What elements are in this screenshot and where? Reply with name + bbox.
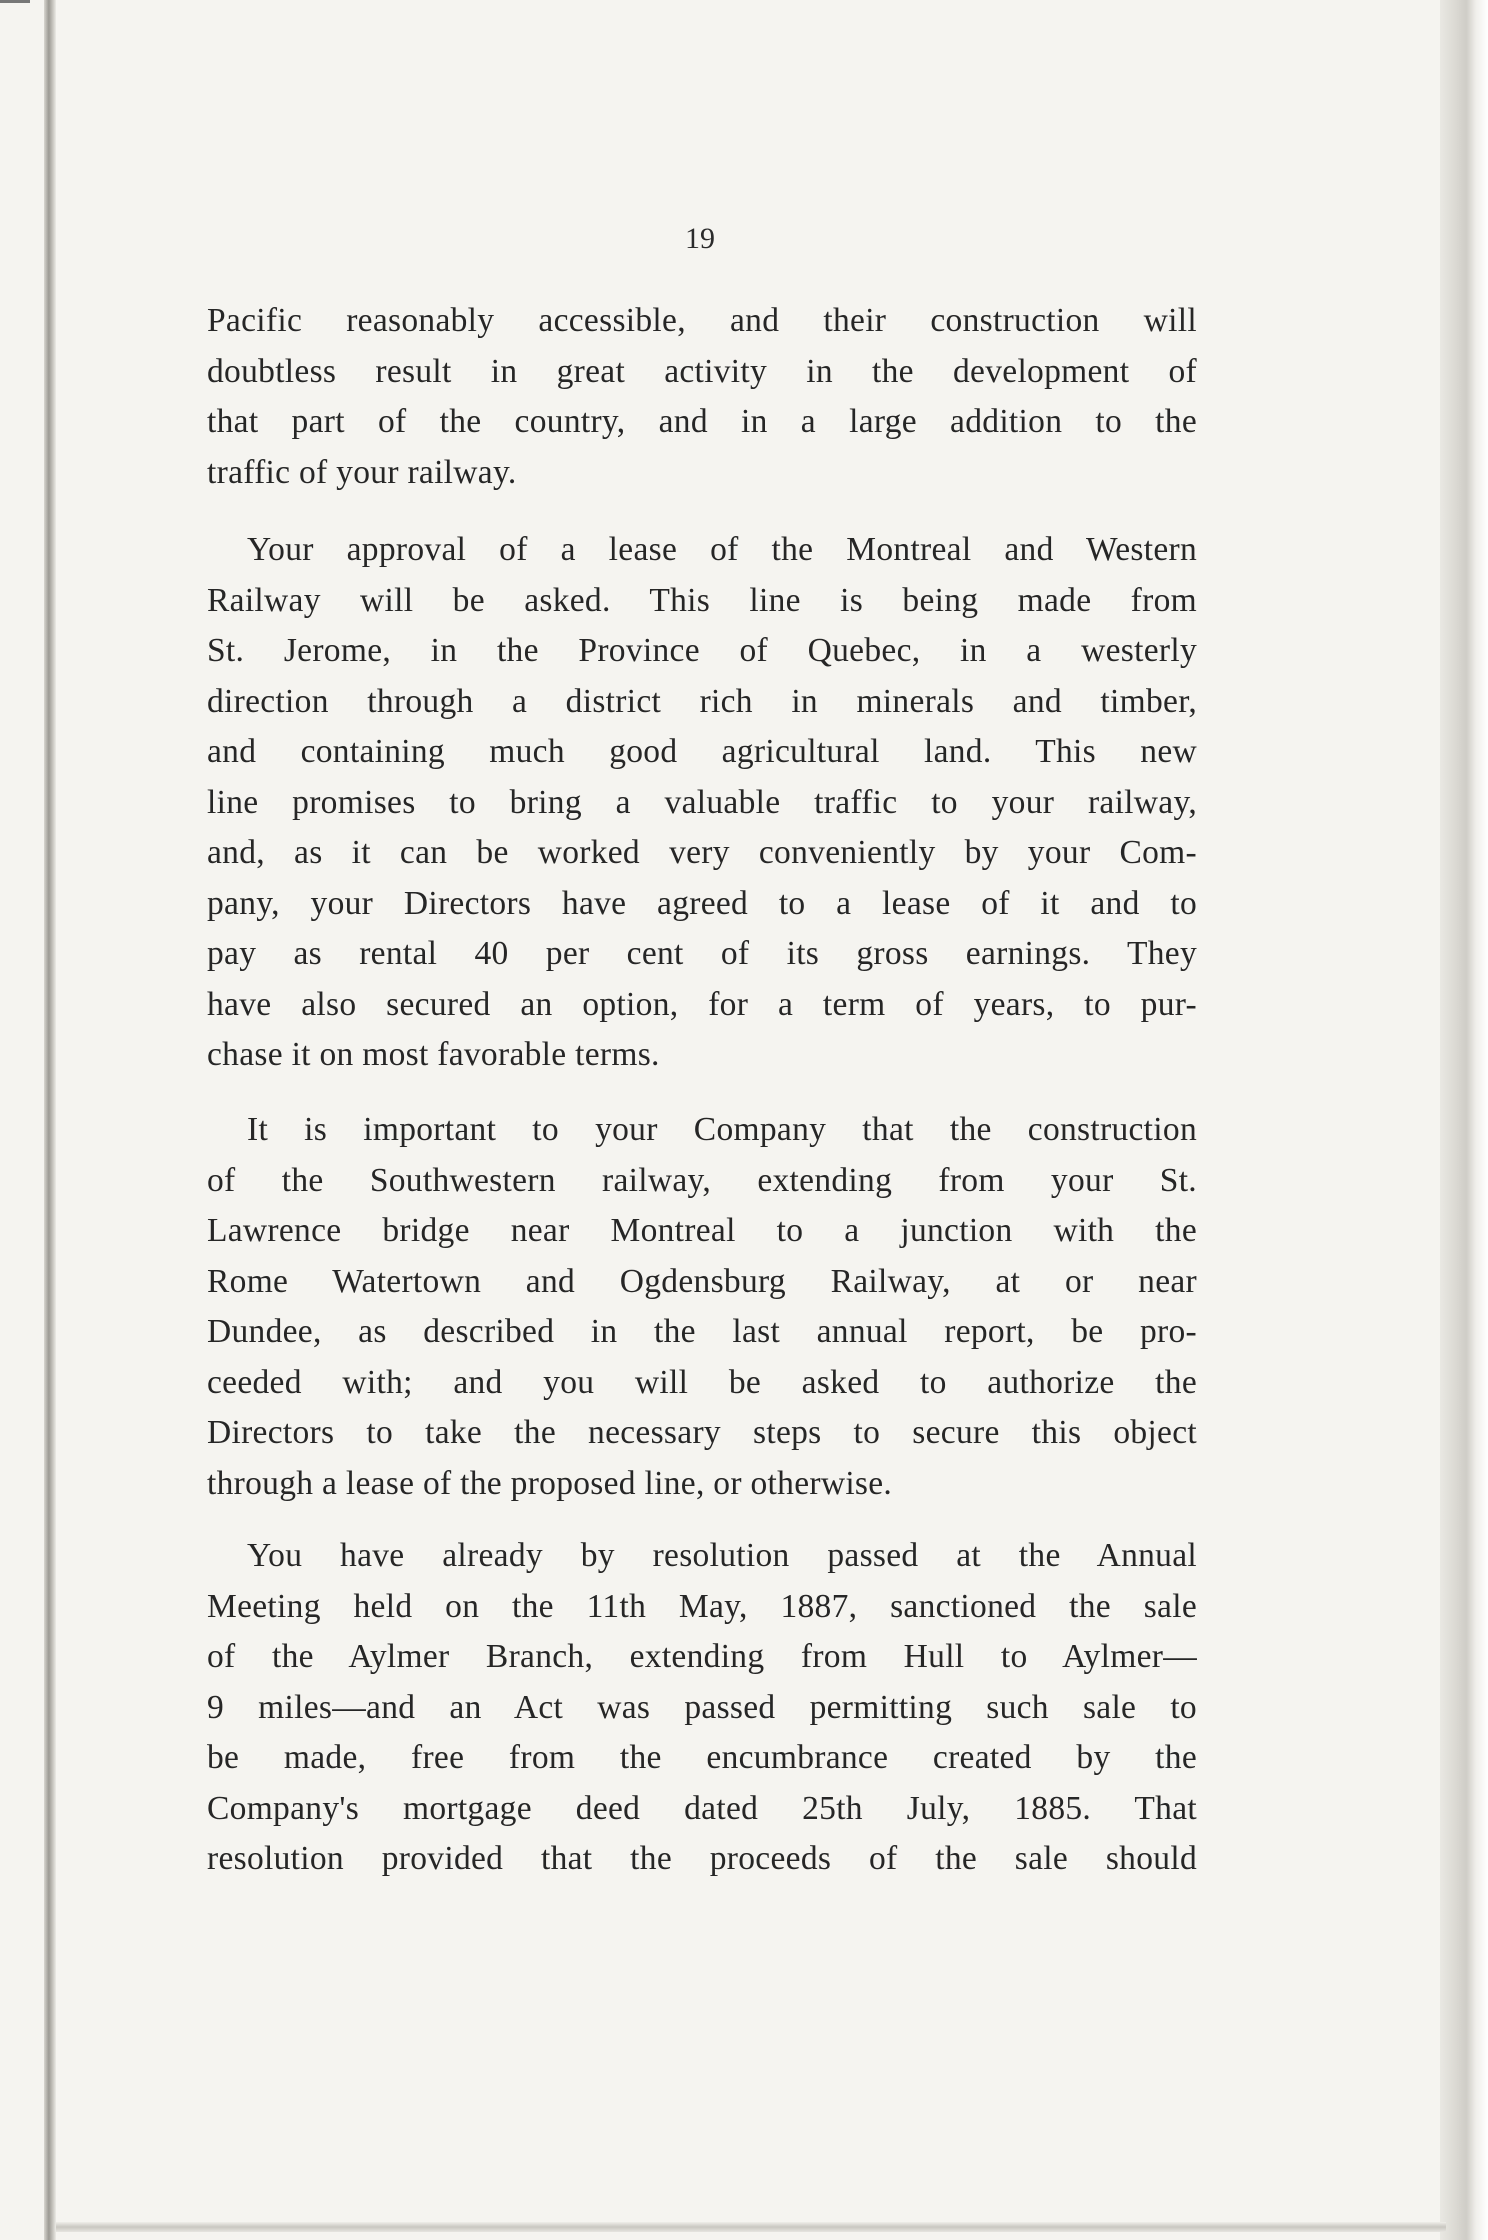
paragraph-line: Rome Watertown and Ogdensburg Railway, at or near xyxy=(207,1262,1197,1300)
page-right-edge xyxy=(1440,0,1488,2240)
paragraph-1 xyxy=(207,296,1197,498)
paragraph-line: Your approval of a lease of the Montreal and Western xyxy=(247,531,1197,568)
paragraph-line: pany, your Directors have agreed to a lease of it and to xyxy=(207,884,1197,922)
paragraph-line: doubtless result in great activity in the development of xyxy=(207,352,1197,390)
paragraph-line: of the Southwestern railway, extending from your St. xyxy=(207,1161,1197,1199)
paragraph-line: resolution provided that the proceeds of the sale should xyxy=(207,1840,1197,1877)
paragraph-line: You have already by resolution passed at the Annual xyxy=(247,1537,1197,1574)
paragraph-line: 9 miles—and an Act was passed permitting such sale to xyxy=(207,1688,1197,1726)
paragraph-line: Meeting held on the 11th May, 1887, sanctioned the sale xyxy=(207,1587,1197,1625)
binding-notch xyxy=(0,0,30,15)
paragraph-3 xyxy=(207,1105,1197,1509)
paragraph-line: and containing much good agricultural land. This new xyxy=(207,733,1197,770)
paragraph-line: through a lease of the proposed line, or otherwise. xyxy=(207,1464,893,1502)
paragraph-line: Railway will be asked. This line is being made from xyxy=(207,581,1197,619)
paragraph-line: pay as rental 40 per cent of its gross earnings. They xyxy=(207,935,1197,972)
paragraph-line: ceeded with; and you will be asked to authorize the xyxy=(207,1363,1197,1401)
paragraph-line: and, as it can be worked very conveniently by your Com- xyxy=(207,834,1197,871)
paragraph-line: St. Jerome, in the Province of Quebec, in a westerly xyxy=(207,632,1197,669)
paragraph-line: Directors to take the necessary steps to secure this object xyxy=(207,1414,1197,1451)
paragraph-line: have also secured an option, for a term of years, to pur- xyxy=(207,985,1197,1023)
paragraph-line: of the Aylmer Branch, extending from Hull to Aylmer— xyxy=(207,1638,1197,1675)
paragraph-line: traffic of your railway. xyxy=(207,453,517,491)
paragraph-line: It is important to your Company that the construction xyxy=(247,1111,1197,1148)
paragraph-line: chase it on most favorable terms. xyxy=(207,1036,660,1073)
paragraph-line: direction through a district rich in minerals and timber, xyxy=(207,682,1197,720)
paragraph-line: Pacific reasonably accessible, and their construction will xyxy=(207,302,1197,339)
paragraph-line: Lawrence bridge near Montreal to a junction with the xyxy=(207,1212,1197,1249)
page-binding-edge xyxy=(44,0,56,2240)
paragraph-line: line promises to bring a valuable traffic to your railway, xyxy=(207,783,1197,821)
paragraph-line: Company's mortgage deed dated 25th July, 1885. That xyxy=(207,1789,1197,1827)
page-number: 19 xyxy=(685,222,715,255)
page-bottom-edge xyxy=(56,2222,1446,2232)
paragraph-line: that part of the country, and in a large addition to the xyxy=(207,403,1197,440)
paragraph-line: Dundee, as described in the last annual report, be pro- xyxy=(207,1313,1197,1350)
paragraph-2 xyxy=(207,525,1197,1081)
paragraph-line: be made, free from the encumbrance created by the xyxy=(207,1739,1197,1776)
paragraph-4 xyxy=(207,1531,1197,1885)
